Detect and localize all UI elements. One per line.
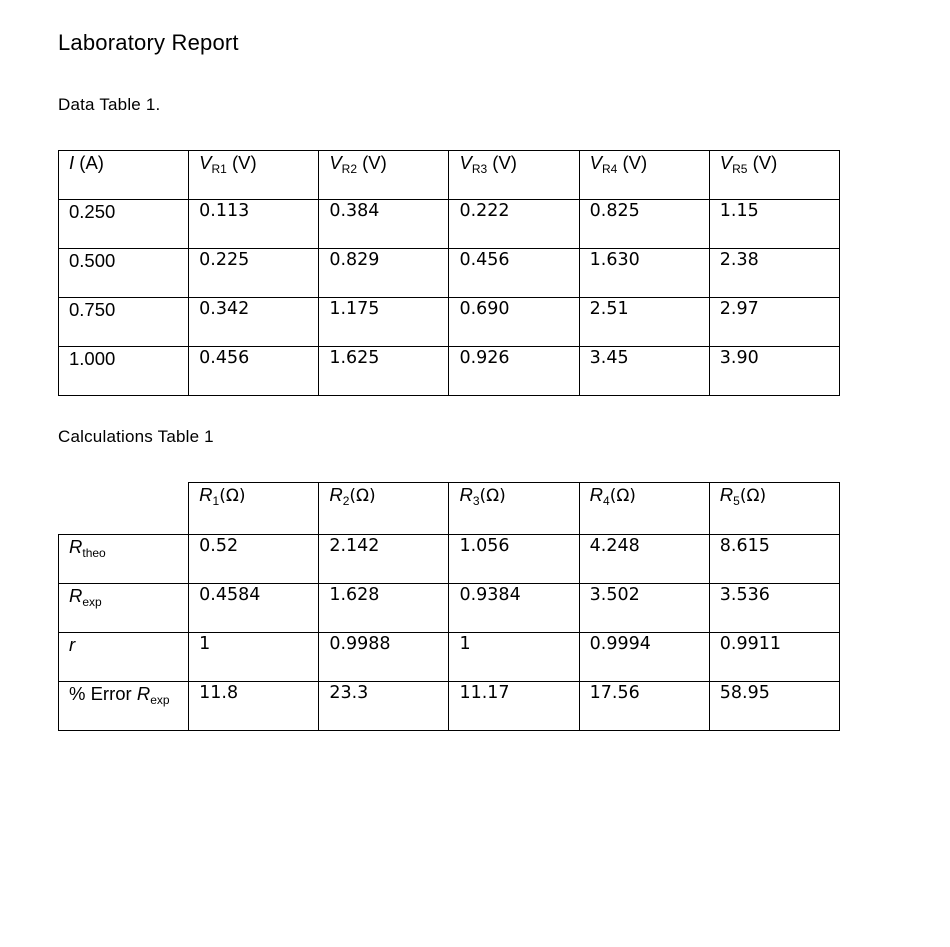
header-r1: $R_1(\Omega)$ xyxy=(189,483,319,535)
cell-v-r3: 0.456 xyxy=(449,249,579,298)
calc-table xyxy=(58,482,840,731)
cell-v-r4: 3.45 xyxy=(579,347,709,396)
header-v-r4: $V_{R4}$ (V) xyxy=(579,151,709,200)
cell-value: 0.4584 xyxy=(189,584,319,633)
cell-current: 0.500 xyxy=(59,249,189,298)
cell-value: 11.8 xyxy=(189,682,319,731)
table-row xyxy=(59,298,840,347)
data-table-header-row xyxy=(59,151,840,200)
cell-v-r2: 1.175 xyxy=(319,298,449,347)
row-label-r-exp: $R_{exp}$ xyxy=(59,584,189,633)
row-label-r: r xyxy=(59,633,189,682)
cell-value: 58.95 xyxy=(709,682,839,731)
cell-v-r5: 2.38 xyxy=(709,249,839,298)
calc-table-header-row xyxy=(59,483,840,535)
table-row-r xyxy=(59,633,840,682)
cell-v-r2: 0.829 xyxy=(319,249,449,298)
cell-v-r3: 0.926 xyxy=(449,347,579,396)
cell-current: 0.750 xyxy=(59,298,189,347)
cell-v-r3: 0.690 xyxy=(449,298,579,347)
header-r3: $R_3(\Omega)$ xyxy=(449,483,579,535)
table-row xyxy=(59,200,840,249)
header-v-r3: $V_{R3}$ (V) xyxy=(449,151,579,200)
header-current: I (A) xyxy=(59,151,189,200)
cell-v-r5: 1.15 xyxy=(709,200,839,249)
cell-v-r3: 0.222 xyxy=(449,200,579,249)
cell-v-r4: 0.825 xyxy=(579,200,709,249)
header-v-r1: $V_{R1}$ (V) xyxy=(189,151,319,200)
data-table xyxy=(58,150,840,396)
cell-value: 0.52 xyxy=(189,535,319,584)
cell-current: 0.250 xyxy=(59,200,189,249)
header-v-r2: $V_{R2}$ (V) xyxy=(319,151,449,200)
row-label-error: % Error $R_{exp}$ xyxy=(59,682,189,731)
cell-value: 2.142 xyxy=(319,535,449,584)
cell-value: 23.3 xyxy=(319,682,449,731)
cell-value: 1 xyxy=(189,633,319,682)
cell-v-r4: 2.51 xyxy=(579,298,709,347)
cell-v-r5: 2.97 xyxy=(709,298,839,347)
table-row-r-exp xyxy=(59,584,840,633)
cell-value: 8.615 xyxy=(709,535,839,584)
row-label-r-theo: $R_{theo}$ xyxy=(59,535,189,584)
cell-value: 0.9988 xyxy=(319,633,449,682)
header-v-r5: $V_{R5}$ (V) xyxy=(709,151,839,200)
cell-value: 11.17 xyxy=(449,682,579,731)
header-r5: $R_5(\Omega)$ xyxy=(709,483,839,535)
cell-v-r1: 0.225 xyxy=(189,249,319,298)
header-r4: $R_4(\Omega)$ xyxy=(579,483,709,535)
cell-v-r1: 0.342 xyxy=(189,298,319,347)
empty-corner-cell xyxy=(59,483,189,535)
cell-value: 3.536 xyxy=(709,584,839,633)
header-r2: $R_2(\Omega)$ xyxy=(319,483,449,535)
cell-value: 17.56 xyxy=(579,682,709,731)
cell-value: 3.502 xyxy=(579,584,709,633)
cell-v-r4: 1.630 xyxy=(579,249,709,298)
cell-v-r5: 3.90 xyxy=(709,347,839,396)
table-row xyxy=(59,347,840,396)
cell-value: 1.056 xyxy=(449,535,579,584)
cell-v-r2: 1.625 xyxy=(319,347,449,396)
cell-value: 1 xyxy=(449,633,579,682)
calc-table-title: Calculations Table 1 xyxy=(58,427,214,446)
table-row xyxy=(59,249,840,298)
cell-value: 0.9911 xyxy=(709,633,839,682)
cell-v-r1: 0.456 xyxy=(189,347,319,396)
cell-value: 1.628 xyxy=(319,584,449,633)
table-row-r-theo xyxy=(59,535,840,584)
cell-value: 4.248 xyxy=(579,535,709,584)
cell-current: 1.000 xyxy=(59,347,189,396)
cell-v-r1: 0.113 xyxy=(189,200,319,249)
cell-value: 0.9994 xyxy=(579,633,709,682)
table-row-error xyxy=(59,682,840,731)
data-table-title: Data Table 1. xyxy=(58,95,161,114)
cell-v-r2: 0.384 xyxy=(319,200,449,249)
cell-value: 0.9384 xyxy=(449,584,579,633)
report-title: Laboratory Report xyxy=(58,30,239,55)
